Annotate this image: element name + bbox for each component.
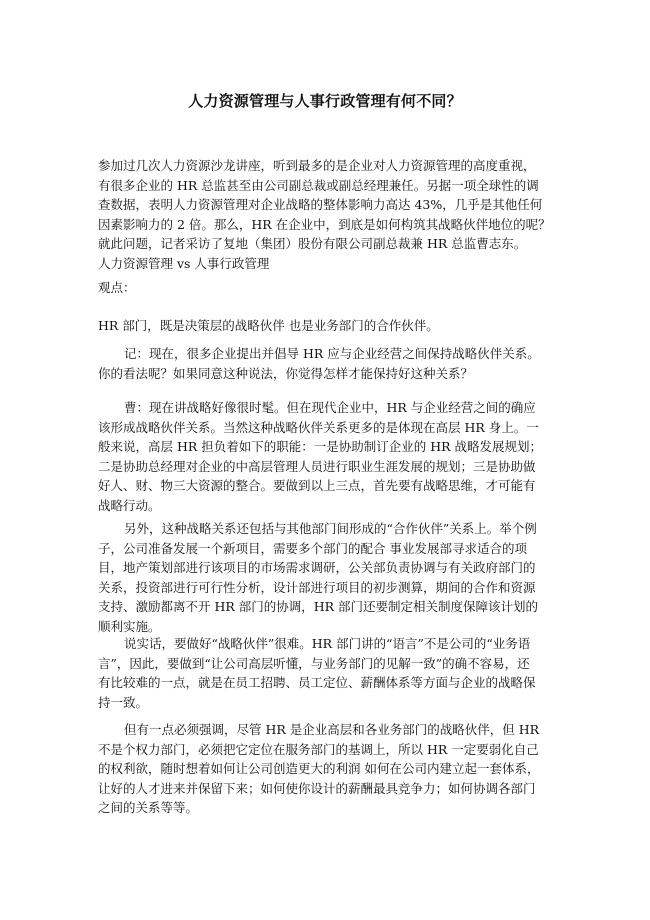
answer-line: 不是个权力部门，必须把它定位在服务部门的基调上，所以 HR 一定要弱化自己	[98, 741, 539, 757]
intro-paragraph	[98, 156, 553, 273]
viewpoint-label-text: 观点：	[98, 280, 136, 295]
intro-line: 查数据，表明人力资源管理对企业战略的整体影响力高达 43%，几乎是其他任何	[98, 197, 543, 212]
answer-line: 说实话，要做好“战略伙伴”很难。HR 部门讲的“语言”不是公司的“业务语	[124, 636, 531, 651]
viewpoint-label	[98, 278, 553, 298]
answer-line: 二是协助总经理对企业的中高层管理人员进行职业生涯发展的规划；三是协助做	[98, 458, 536, 474]
intro-line: 有很多企业的 HR 总监甚至由公司副总裁或副总经理兼任。另据一项全球性的调	[98, 177, 539, 193]
intro-line: 人力资源管理 vs 人事行政管理	[98, 255, 270, 271]
answer-line: 支持、激励都离不开 HR 部门的协调，HR 部门还要制定相关制度保障该计划的	[98, 599, 539, 614]
answer-line: 但有一点必须强调，尽管 HR 是企业高层和各业务部门的战略伙伴，但 HR	[124, 722, 540, 737]
answer-line: 关系，投资部进行可行性分析，设计部进行项目的初步测算，期间的合作和资源	[98, 579, 536, 595]
question-line: 记：现在，很多企业提出并倡导 HR 应与企业经营之间保持战略伙伴关系。	[124, 346, 540, 361]
answer-line: 该形成战略伙伴关系。当然这种战略伙伴关系更多的是体现在高层 HR 身上。一	[98, 419, 539, 435]
answer-paragraph-4	[98, 720, 553, 818]
answer-line: 子，公司准备发展一个新项目，需要多个部门的配合 事业发展部寻求适合的项	[98, 540, 527, 556]
question-paragraph	[98, 344, 553, 383]
answer-line: 好人、财、物三大资源的整合。要做到以上三点，首先要有战略思维，才可能有	[98, 478, 536, 493]
answer-paragraph-1	[98, 398, 553, 515]
answer-line: 让好的人才进来并保留下来；如何使你设计的薪酬最具竞争力；如何协调各部门	[98, 780, 536, 796]
answer-line: 目，地产策划部进行该项目的市场需求调研，公关部负责协调与有关政府部门的	[98, 560, 536, 575]
intro-line: 参加过几次人力资源沙龙讲座，听到最多的是企业对人力资源管理的高度重视，	[98, 158, 536, 173]
answer-line: 的权利欲，随时想着如何让公司创造更大的利润 如何在公司内建立起一套体系，	[98, 761, 540, 776]
answer-line: 曹：现在讲战略好像很时髦。但在现代企业中，HR 与企业经营之间的确应	[124, 400, 536, 415]
answer-paragraph-2	[98, 519, 553, 636]
answer-line: 有比较难的一点，就是在员工招聘、员工定位、薪酬体系等方面与企业的战略保	[98, 675, 536, 690]
intro-line: 因素影响力的 2 倍。那么，HR 在企业中，到底是如何构筑其战略伙伴地位的呢？	[98, 216, 551, 232]
viewpoint-statement-text: HR 部门，既是决策层的战略伙伴 也是业务部门的合作伙伴。	[98, 318, 439, 333]
intro-line: 就此问题，记者采访了复地（集团）股份有限公司副总裁兼 HR 总监曹志东。	[98, 236, 527, 251]
answer-line: 顺利实施。	[98, 618, 161, 634]
answer-paragraph-3	[98, 634, 553, 712]
answer-line: 般来说，高层 HR 担负着如下的职能：一是协助制订企业的 HR 战略发展规划；	[98, 439, 543, 454]
answer-line: 持一致。	[98, 694, 149, 710]
answer-line: 言”，因此，要做到“让公司高层听懂，与业务部门的见解一致”的确不容易，还	[98, 655, 530, 671]
document-title: 人力资源管理与人事行政管理有何不同？	[188, 92, 462, 110]
viewpoint-statement	[98, 316, 553, 336]
answer-line: 另外，这种战略关系还包括与其他部门间形成的“合作伙伴”关系上。举个例	[124, 521, 537, 536]
answer-line: 战略行动。	[98, 497, 161, 513]
answer-line: 之间的关系等等。	[98, 800, 199, 815]
question-line: 你的看法呢？如果同意这种说法，你觉得怎样才能保持好这种关系？	[98, 365, 474, 381]
